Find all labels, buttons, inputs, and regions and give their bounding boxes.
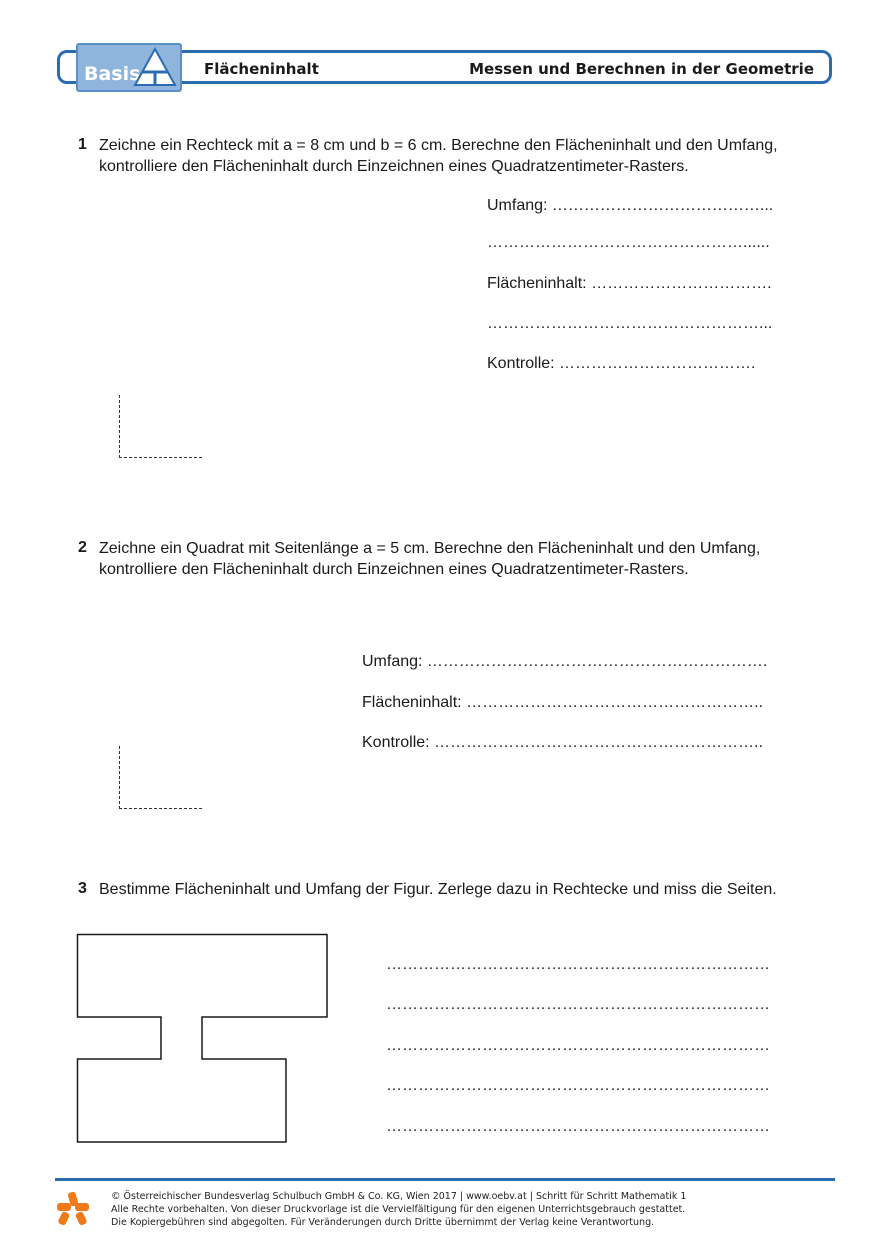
task-3-text: Bestimme Flächeninhalt und Umfang der Figur. Zerlege dazu in Rechtecke und miss die Seiten. [99, 881, 777, 898]
task-2-number: 2 [78, 539, 87, 556]
footer-copyright: © Österreichischer Bundesverlag Schulbuch GmbH & Co. KG, Wien 2017 | www.oebv.at | Schritt für Schritt Mathematik 1 [111, 1191, 687, 1202]
task-1-answer-line[interactable]: …………………………………………...... [487, 234, 770, 251]
task-1-answer-line[interactable]: Umfang: …………………………………... [487, 197, 774, 214]
triangle-logo-icon [132, 46, 178, 88]
level-badge-label: Basis [84, 63, 141, 85]
task-1-answer-line[interactable]: Flächeninhalt: ……………………………. [487, 275, 772, 292]
task-2-answer-line[interactable]: Flächeninhalt: ……………………………………………….. [362, 694, 763, 711]
task-3-answer-line[interactable]: ……………………………………………………………… [386, 1118, 770, 1135]
task-2-text: Zeichne ein Quadrat mit Seitenlänge a = 5 cm. Berechne den Flächeninhalt und den Umfang, kontrolliere den Flächeninhalt durch Einzeichnen eines Quadratzentimeter-Rasters. [99, 540, 761, 578]
task-2-answer-line[interactable]: Kontrolle: …………………………………………………….. [362, 734, 763, 751]
task-3-answer-line[interactable]: ……………………………………………………………… [386, 996, 770, 1013]
drawing-corner-guide [119, 746, 202, 809]
task-2-answer-line[interactable]: Umfang: ………………………………………………………. [362, 653, 768, 670]
footer-disclaimer: Die Kopiergebühren sind abgegolten. Für Veränderungen durch Dritte übernimmt der Verlag keine Verantwortung. [111, 1217, 655, 1228]
task-3-answer-line[interactable]: ……………………………………………………………… [386, 956, 770, 973]
task-1-number: 1 [78, 136, 87, 153]
composite-figure [76, 933, 330, 1145]
task-3-answer-line[interactable]: ……………………………………………………………… [386, 1037, 770, 1054]
task-1-answer-line[interactable]: ……………………………………………... [487, 315, 773, 332]
task-3-number: 3 [78, 880, 87, 897]
publisher-logo-icon [55, 1190, 91, 1226]
task-1-answer-line[interactable]: Kontrolle: ………………………………. [487, 355, 756, 372]
task-3-answer-line[interactable]: ……………………………………………………………… [386, 1077, 770, 1094]
topic-title: Flächeninhalt [204, 60, 319, 78]
drawing-corner-guide [119, 395, 202, 458]
task-1-text: Zeichne ein Rechteck mit a = 8 cm und b = 6 cm. Berechne den Flächeninhalt und den Umfang, kontrolliere den Flächeninhalt durch Einzeichnen eines Quadratzentimeter-Rasters. [99, 137, 778, 175]
chapter-title: Messen und Berechnen in der Geometrie [469, 60, 814, 78]
footer-divider [55, 1178, 835, 1181]
footer-rights: Alle Rechte vorbehalten. Von dieser Druckvorlage ist die Vervielfältigung für den eigenen Unterrichtsgebrauch gestattet. [111, 1204, 686, 1215]
